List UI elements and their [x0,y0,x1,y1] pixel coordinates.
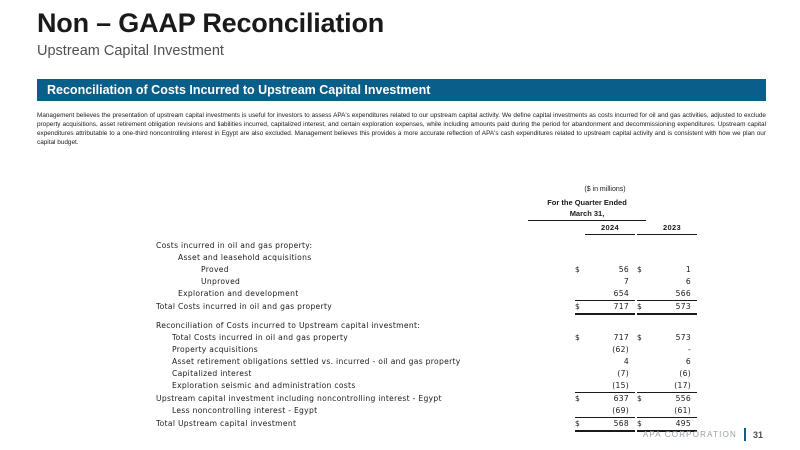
value-2024: 7 [623,277,629,286]
table-row-total [156,418,697,432]
table-row [156,288,697,301]
value-2024: 717 [613,333,629,342]
page-number: 31 [752,429,763,440]
reconciliation-table [156,222,697,432]
description-paragraph: Management believes the presentation of upstream capital investments is useful for investors to assess APA's expenditures related to our upstream capital activity. We define capital investments as costs incurred for oil and gas activities, adjusted to exclude property acquisitions, asset retirement obligation revisions and liabilities incurred, capitalized interest, and certain exploration expenses, while including amounts paid during the period for abandonment and decommissioning expenditures. Upstream capital expenditures attributable to a one-third noncontrolling interest in Egypt are also excluded. Management believes this provides a more accurate reflection of APA's cash expenditures related to upstream capital activity and is consistent with how we plan our capital budget. [37,112,766,146]
value-2023: (17) [674,381,691,390]
value-2024: (15) [612,381,629,390]
dollar-sign: $ [637,418,647,432]
value-2024: 637 [585,393,635,406]
value-2024: 4 [623,357,629,366]
dollar-sign: $ [637,393,647,406]
row-label: Asset and leasehold acquisitions [178,253,312,262]
table-row [156,405,697,418]
row-label: Total Upstream capital investment [156,419,297,429]
value-2023: 573 [647,301,697,315]
dollar-sign: $ [575,265,581,274]
row-label: Unproved [201,277,241,286]
table-row [156,252,697,264]
table-row [156,332,697,344]
value-2023: - [687,345,691,354]
table-row-total [156,301,697,315]
table-row [156,240,697,252]
units-label: ($ in millions) [584,186,626,193]
value-2024: 568 [585,418,635,432]
company-name: APA CORPORATION [642,430,737,439]
row-label: Reconciliation of Costs incurred to Upstream capital investment: [156,321,421,330]
table-header-row [156,222,697,235]
dollar-sign: $ [575,301,585,315]
table-row [156,344,697,356]
footer-divider [744,428,746,441]
value-2024: (69) [612,406,629,415]
dollar-sign: $ [575,393,585,406]
table-row [156,264,697,276]
value-2023: 6 [685,357,691,366]
column-header-2024: 2024 [585,222,635,235]
value-2024: (7) [617,369,629,378]
dollar-sign: $ [575,418,585,432]
row-label: Property acquisitions [172,345,258,354]
period-heading-line2: March 31, [569,209,605,218]
row-label: Exploration and development [178,289,299,299]
row-label: Less noncontrolling interest - Egypt [172,406,318,416]
page-title: Non – GAAP Reconciliation [37,8,385,38]
row-label: Upstream capital investment including noncontrolling interest - Egypt [156,393,442,403]
period-heading-line1: For the Quarter Ended [547,198,627,207]
footer [643,428,763,441]
value-2024: 717 [585,301,635,315]
row-label: Total Costs incurred in oil and gas property [172,333,349,342]
column-header-2023: 2023 [647,222,697,235]
table-row [156,380,697,393]
row-label: Capitalized interest [172,369,252,378]
dollar-sign: $ [637,265,643,274]
value-2023: (61) [674,406,691,415]
row-label: Costs incurred in oil and gas property: [156,241,313,250]
row-label: Proved [201,265,229,274]
dollar-sign: $ [575,333,581,342]
value-2023: 6 [685,277,691,286]
value-2023: 573 [675,333,691,342]
value-2024: (62) [612,345,629,354]
value-2023: 1 [685,265,691,274]
value-2023: 556 [647,393,697,406]
table-row [156,368,697,380]
dollar-sign: $ [637,301,647,315]
value-2023: (6) [679,369,691,378]
table-row [156,320,697,332]
section-banner: Reconciliation of Costs Incurred to Upstream Capital Investment [37,79,766,101]
row-label: Asset retirement obligations settled vs. incurred - oil and gas property [172,357,461,366]
table-row [156,276,697,288]
row-label: Total Costs incurred in oil and gas property [156,302,333,312]
table-row-subtotal [156,393,697,406]
table-row [156,356,697,368]
value-2023: 495 [647,418,697,432]
period-heading-rule [528,220,646,221]
value-2023: 566 [675,289,691,298]
value-2024: 56 [618,265,629,274]
value-2024: 654 [613,289,629,298]
row-label: Exploration seismic and administration costs [172,381,356,391]
page-subtitle: Upstream Capital Investment [37,43,224,59]
dollar-sign: $ [637,333,643,342]
